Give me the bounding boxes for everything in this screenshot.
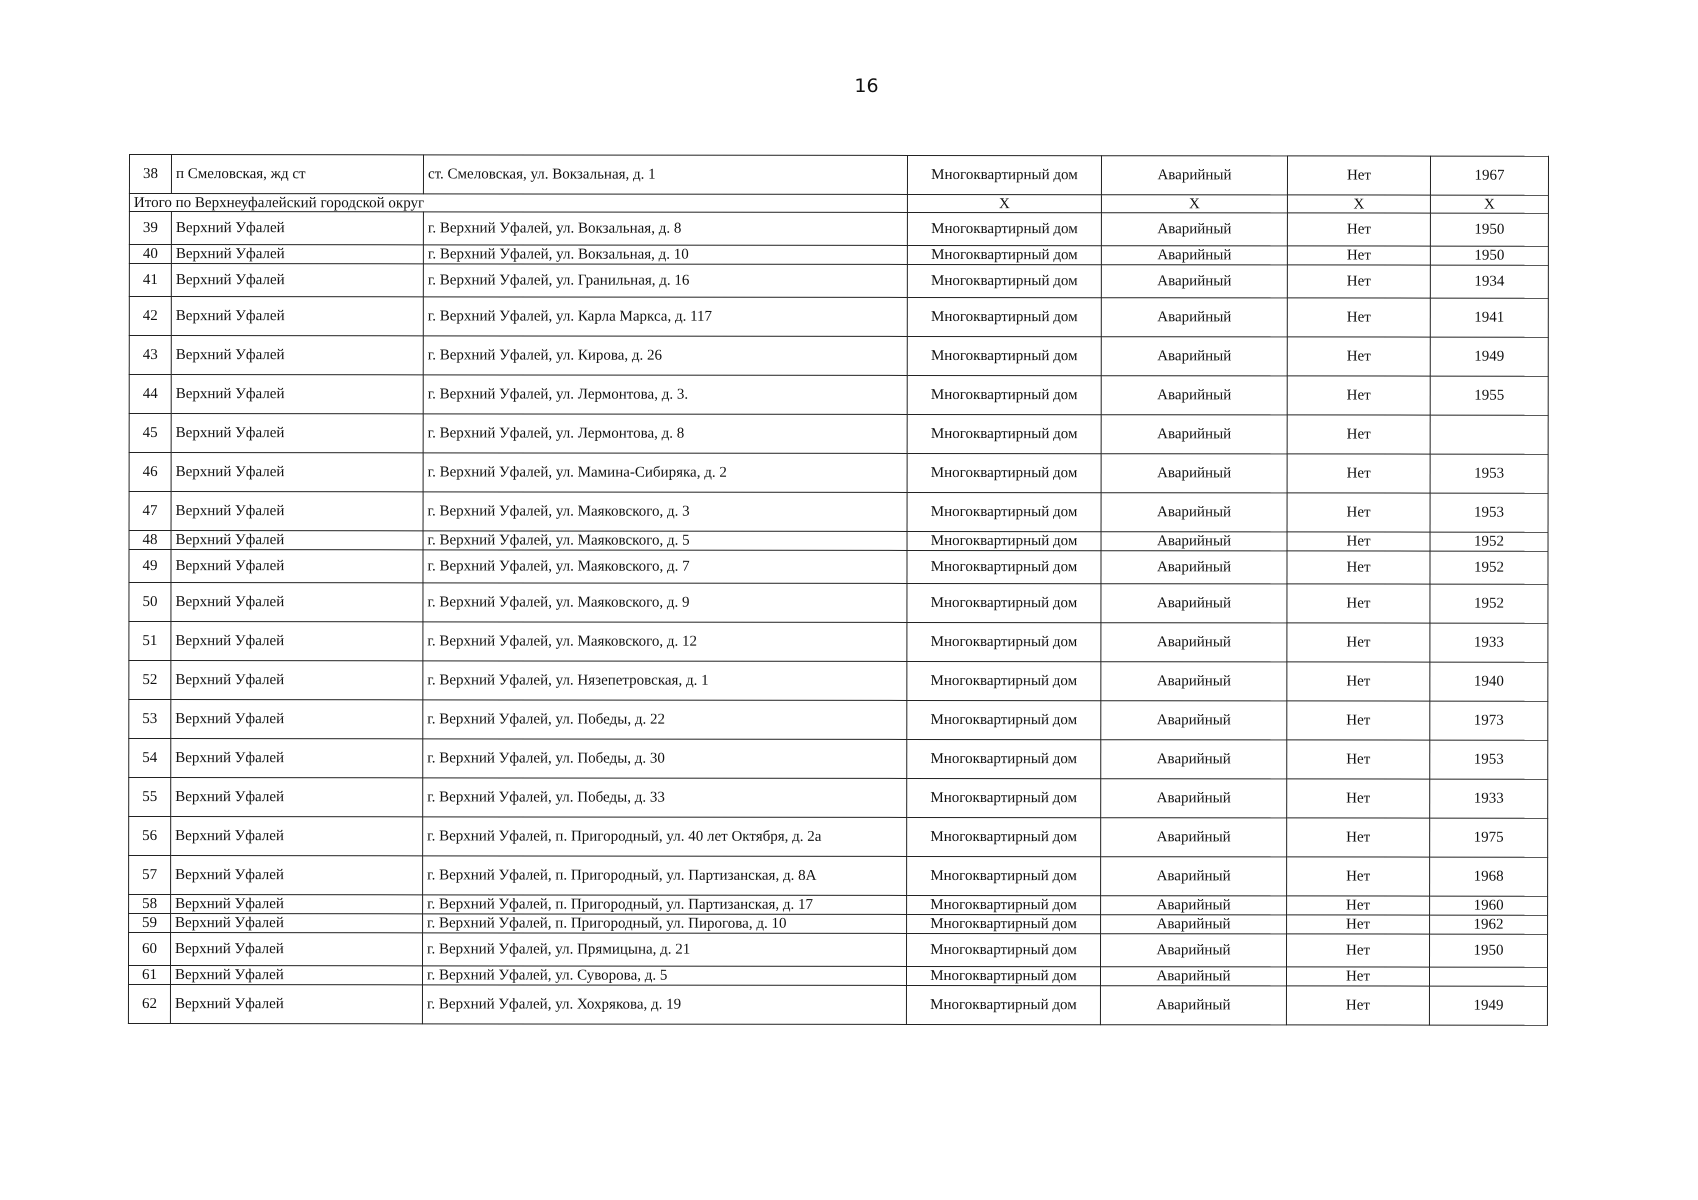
building-type-cell: Многоквартирный дом xyxy=(907,700,1101,739)
table-row xyxy=(129,661,1548,702)
building-type-cell: Многоквартирный дом xyxy=(907,778,1101,817)
year-cell: 1952 xyxy=(1430,551,1548,584)
table-row xyxy=(129,778,1548,819)
condition-cell: Аварийный xyxy=(1101,454,1287,493)
row-number-cell: 46 xyxy=(129,453,171,492)
condition-cell: Аварийный xyxy=(1101,740,1287,779)
row-number-cell: 44 xyxy=(129,375,171,414)
condition-cell: Аварийный xyxy=(1101,662,1287,701)
total-label-cell: Итого по Верхнеуфалейский городской округ xyxy=(129,194,907,213)
row-number-cell: 48 xyxy=(129,531,171,550)
row-number-cell: 49 xyxy=(129,550,171,583)
table-row xyxy=(129,739,1548,780)
year-cell: 1952 xyxy=(1430,584,1548,623)
flag-cell: Нет xyxy=(1287,584,1430,623)
condition-cell: Аварийный xyxy=(1101,532,1287,551)
address-cell: г. Верхний Уфалей, ул. Победы, д. 22 xyxy=(423,700,907,740)
year-cell: 1934 xyxy=(1430,265,1548,298)
locality-cell: Верхний Уфалей xyxy=(171,492,423,531)
table-row xyxy=(129,297,1548,338)
locality-cell: Верхний Уфалей xyxy=(171,933,423,966)
year-cell: 1953 xyxy=(1430,493,1548,532)
address-cell: г. Верхний Уфалей, ул. Нязепетровская, д. 1 xyxy=(423,661,907,701)
row-number-cell: 43 xyxy=(129,336,171,375)
address-cell: г. Верхний Уфалей, ул. Маяковского, д. 3 xyxy=(423,492,907,532)
flag-cell: Нет xyxy=(1287,298,1430,337)
building-type-cell: Многоквартирный дом xyxy=(907,550,1101,583)
flag-cell: Нет xyxy=(1287,934,1430,967)
year-cell: X xyxy=(1430,195,1548,213)
condition-cell: Аварийный xyxy=(1101,915,1287,934)
locality-cell: Верхний Уфалей xyxy=(171,212,423,245)
row-number-cell: 53 xyxy=(129,700,171,739)
address-cell: ст. Смеловская, ул. Вокзальная, д. 1 xyxy=(423,155,907,195)
table-row xyxy=(129,583,1548,624)
flag-cell: Нет xyxy=(1286,967,1429,986)
locality-cell: Верхний Уфалей xyxy=(170,966,422,985)
address-cell: г. Верхний Уфалей, п. Пригородный, ул. Партизанская, д. 17 xyxy=(423,895,907,915)
locality-cell: Верхний Уфалей xyxy=(171,739,423,778)
address-cell: г. Верхний Уфалей, ул. Маяковского, д. 9 xyxy=(423,583,907,623)
flag-cell: Нет xyxy=(1287,662,1430,701)
address-cell: г. Верхний Уфалей, ул. Хохрякова, д. 19 xyxy=(422,985,906,1025)
row-number-cell: 55 xyxy=(129,778,171,817)
locality-cell: Верхний Уфалей xyxy=(171,778,423,817)
table-row xyxy=(129,414,1548,455)
table-row xyxy=(129,531,1548,552)
row-number-cell: 42 xyxy=(129,297,171,336)
locality-cell: Верхний Уфалей xyxy=(171,856,423,895)
year-cell: 1941 xyxy=(1430,298,1548,337)
flag-cell: Нет xyxy=(1287,213,1430,246)
locality-cell: Верхний Уфалей xyxy=(170,985,422,1024)
condition-cell: Аварийный xyxy=(1100,986,1286,1025)
flag-cell: Нет xyxy=(1287,532,1430,551)
row-number-cell: 52 xyxy=(129,661,171,700)
building-type-cell: Многоквартирный дом xyxy=(907,739,1101,778)
locality-cell: Верхний Уфалей xyxy=(171,550,423,583)
table-row xyxy=(129,914,1548,935)
address-cell: г. Верхний Уфалей, п. Пригородный, ул. 40 лет Октября, д. 2а xyxy=(423,817,907,857)
address-cell: г. Верхний Уфалей, ул. Победы, д. 33 xyxy=(423,778,907,818)
address-cell: г. Верхний Уфалей, ул. Лермонтова, д. 8 xyxy=(423,414,907,454)
condition-cell: Аварийный xyxy=(1101,415,1287,454)
locality-cell: Верхний Уфалей xyxy=(171,583,423,622)
locality-cell: Верхний Уфалей xyxy=(171,895,423,914)
locality-cell: Верхний Уфалей xyxy=(171,622,423,661)
building-type-cell: Многоквартирный дом xyxy=(907,895,1101,914)
building-type-cell: Многоквартирный дом xyxy=(907,531,1101,550)
building-type-cell: Многоквартирный дом xyxy=(907,856,1101,895)
year-cell: 1933 xyxy=(1430,623,1548,662)
flag-cell: Нет xyxy=(1287,337,1430,376)
condition-cell: Аварийный xyxy=(1101,857,1287,896)
building-type-cell: Многоквартирный дом xyxy=(907,661,1101,700)
locality-cell: Верхний Уфалей xyxy=(171,375,423,414)
row-number-cell: 57 xyxy=(129,856,171,895)
year-cell: 1940 xyxy=(1430,662,1548,701)
address-cell: г. Верхний Уфалей, ул. Суворова, д. 5 xyxy=(422,966,906,986)
condition-cell: Аварийный xyxy=(1101,896,1287,915)
address-cell: г. Верхний Уфалей, ул. Кирова, д. 26 xyxy=(423,336,907,376)
building-type-cell: Многоквартирный дом xyxy=(907,914,1101,933)
table-row xyxy=(129,336,1548,377)
table-row xyxy=(129,895,1548,916)
year-cell: 1975 xyxy=(1430,818,1548,857)
locality-cell: Верхний Уфалей xyxy=(171,700,423,739)
building-type-cell: Многоквартирный дом xyxy=(907,933,1101,966)
table-row xyxy=(129,245,1548,266)
table-row xyxy=(129,856,1548,897)
locality-cell: Верхний Уфалей xyxy=(171,414,423,453)
flag-cell: Нет xyxy=(1287,493,1430,532)
condition-cell: Аварийный xyxy=(1101,701,1287,740)
flag-cell: Нет xyxy=(1287,454,1430,493)
table-row xyxy=(128,966,1547,987)
row-number-cell: 61 xyxy=(128,966,170,985)
year-cell: 1960 xyxy=(1430,896,1548,915)
row-number-cell: 51 xyxy=(129,622,171,661)
table-row xyxy=(129,212,1548,247)
condition-cell: Аварийный xyxy=(1101,551,1287,584)
building-type-cell: Многоквартирный дом xyxy=(907,212,1101,245)
flag-cell: Нет xyxy=(1287,265,1430,298)
condition-cell: Аварийный xyxy=(1101,213,1287,246)
flag-cell: Нет xyxy=(1287,915,1430,934)
row-number-cell: 47 xyxy=(129,492,171,531)
address-cell: г. Верхний Уфалей, ул. Маяковского, д. 5 xyxy=(423,531,907,551)
building-type-cell: X xyxy=(907,194,1101,212)
flag-cell: Нет xyxy=(1287,701,1430,740)
row-number-cell: 59 xyxy=(129,914,171,933)
address-cell: г. Верхний Уфалей, ул. Вокзальная, д. 10 xyxy=(423,245,907,265)
building-type-cell: Многоквартирный дом xyxy=(907,245,1101,264)
building-type-cell: Многоквартирный дом xyxy=(907,622,1101,661)
building-type-cell: Многоквартирный дом xyxy=(906,985,1100,1024)
year-cell: 1953 xyxy=(1430,740,1548,779)
locality-cell: Верхний Уфалей xyxy=(171,336,423,375)
condition-cell: Аварийный xyxy=(1100,967,1286,986)
table-row xyxy=(129,375,1548,416)
building-type-cell: Многоквартирный дом xyxy=(907,155,1101,194)
flag-cell: Нет xyxy=(1286,986,1429,1025)
flag-cell: Нет xyxy=(1287,818,1430,857)
address-cell: г. Верхний Уфалей, п. Пригородный, ул. Партизанская, д. 8А xyxy=(423,856,907,896)
building-type-cell: Многоквартирный дом xyxy=(907,583,1101,622)
building-type-cell: Многоквартирный дом xyxy=(907,336,1101,375)
condition-cell: Аварийный xyxy=(1101,493,1287,532)
year-cell: 1950 xyxy=(1430,934,1548,967)
flag-cell: Нет xyxy=(1287,246,1430,265)
row-number-cell: 54 xyxy=(129,739,171,778)
locality-cell: Верхний Уфалей xyxy=(171,245,423,264)
year-cell: 1949 xyxy=(1430,337,1548,376)
year-cell: 1952 xyxy=(1430,532,1548,551)
address-cell: г. Верхний Уфалей, ул. Маяковского, д. 7 xyxy=(423,550,907,584)
year-cell: 1973 xyxy=(1430,701,1548,740)
locality-cell: п Смеловская, жд ст xyxy=(171,155,423,194)
condition-cell: Аварийный xyxy=(1101,298,1287,337)
total-row xyxy=(129,194,1548,214)
condition-cell: Аварийный xyxy=(1101,156,1287,195)
building-type-cell: Многоквартирный дом xyxy=(906,966,1100,985)
condition-cell: Аварийный xyxy=(1101,934,1287,967)
condition-cell: Аварийный xyxy=(1101,623,1287,662)
flag-cell: Нет xyxy=(1287,156,1430,195)
row-number-cell: 50 xyxy=(129,583,171,622)
condition-cell: Аварийный xyxy=(1101,337,1287,376)
address-cell: г. Верхний Уфалей, ул. Гранильная, д. 16 xyxy=(423,264,907,298)
flag-cell: Нет xyxy=(1287,623,1430,662)
building-type-cell: Многоквартирный дом xyxy=(907,264,1101,297)
year-cell: 1953 xyxy=(1430,454,1548,493)
address-cell: г. Верхний Уфалей, ул. Вокзальная, д. 8 xyxy=(423,212,907,246)
row-number-cell: 62 xyxy=(128,985,170,1024)
table-row xyxy=(129,264,1548,299)
year-cell: 1968 xyxy=(1430,857,1548,896)
table-row xyxy=(129,933,1548,968)
year-cell xyxy=(1430,415,1548,454)
locality-cell: Верхний Уфалей xyxy=(171,914,423,933)
year-cell: 1967 xyxy=(1430,156,1548,195)
row-number-cell: 41 xyxy=(129,264,171,297)
address-cell: г. Верхний Уфалей, ул. Маяковского, д. 12 xyxy=(423,622,907,662)
condition-cell: Аварийный xyxy=(1101,584,1287,623)
year-cell xyxy=(1429,967,1547,986)
row-number-cell: 60 xyxy=(129,933,171,966)
address-cell: г. Верхний Уфалей, ул. Мамина-Сибиряка, д. 2 xyxy=(423,453,907,493)
condition-cell: Аварийный xyxy=(1101,265,1287,298)
locality-cell: Верхний Уфалей xyxy=(171,817,423,856)
condition-cell: X xyxy=(1101,195,1287,213)
page-number: 16 xyxy=(854,75,879,97)
locality-cell: Верхний Уфалей xyxy=(171,531,423,550)
address-cell: г. Верхний Уфалей, ул. Карла Маркса, д. 117 xyxy=(423,297,907,337)
flag-cell: Нет xyxy=(1287,857,1430,896)
locality-cell: Верхний Уфалей xyxy=(171,264,423,297)
locality-cell: Верхний Уфалей xyxy=(171,661,423,700)
condition-cell: Аварийный xyxy=(1101,246,1287,265)
table-row xyxy=(129,155,1548,196)
row-number-cell: 58 xyxy=(129,895,171,914)
flag-cell: Нет xyxy=(1287,740,1430,779)
table-row xyxy=(129,817,1548,858)
row-number-cell: 38 xyxy=(129,155,171,194)
address-cell: г. Верхний Уфалей, п. Пригородный, ул. Пирогова, д. 10 xyxy=(423,914,907,934)
condition-cell: Аварийный xyxy=(1101,779,1287,818)
table-row xyxy=(129,700,1548,741)
flag-cell: Нет xyxy=(1287,896,1430,915)
condition-cell: Аварийный xyxy=(1101,376,1287,415)
year-cell: 1955 xyxy=(1430,376,1548,415)
table-row xyxy=(129,550,1548,585)
flag-cell: Нет xyxy=(1287,551,1430,584)
row-number-cell: 39 xyxy=(129,212,171,245)
table-row xyxy=(128,985,1547,1026)
building-type-cell: Многоквартирный дом xyxy=(907,414,1101,453)
address-cell: г. Верхний Уфалей, ул. Победы, д. 30 xyxy=(423,739,907,779)
table-row xyxy=(129,492,1548,533)
address-cell: г. Верхний Уфалей, ул. Лермонтова, д. 3. xyxy=(423,375,907,415)
table-row xyxy=(129,453,1548,494)
year-cell: 1950 xyxy=(1430,246,1548,265)
condition-cell: Аварийный xyxy=(1101,818,1287,857)
building-type-cell: Многоквартирный дом xyxy=(907,375,1101,414)
row-number-cell: 40 xyxy=(129,245,171,264)
locality-cell: Верхний Уфалей xyxy=(171,297,423,336)
year-cell: 1933 xyxy=(1430,779,1548,818)
building-type-cell: Многоквартирный дом xyxy=(907,297,1101,336)
locality-cell: Верхний Уфалей xyxy=(171,453,423,492)
year-cell: 1962 xyxy=(1430,915,1548,934)
flag-cell: X xyxy=(1287,195,1430,213)
year-cell: 1949 xyxy=(1429,986,1547,1025)
row-number-cell: 45 xyxy=(129,414,171,453)
row-number-cell: 56 xyxy=(129,817,171,856)
flag-cell: Нет xyxy=(1287,376,1430,415)
table-row xyxy=(129,622,1548,663)
year-cell: 1950 xyxy=(1430,213,1548,246)
building-type-cell: Многоквартирный дом xyxy=(907,453,1101,492)
flag-cell: Нет xyxy=(1287,415,1430,454)
building-type-cell: Многоквартирный дом xyxy=(907,492,1101,531)
housing-registry-table xyxy=(128,154,1549,1026)
flag-cell: Нет xyxy=(1287,779,1430,818)
address-cell: г. Верхний Уфалей, ул. Прямицына, д. 21 xyxy=(423,933,907,967)
building-type-cell: Многоквартирный дом xyxy=(907,817,1101,856)
